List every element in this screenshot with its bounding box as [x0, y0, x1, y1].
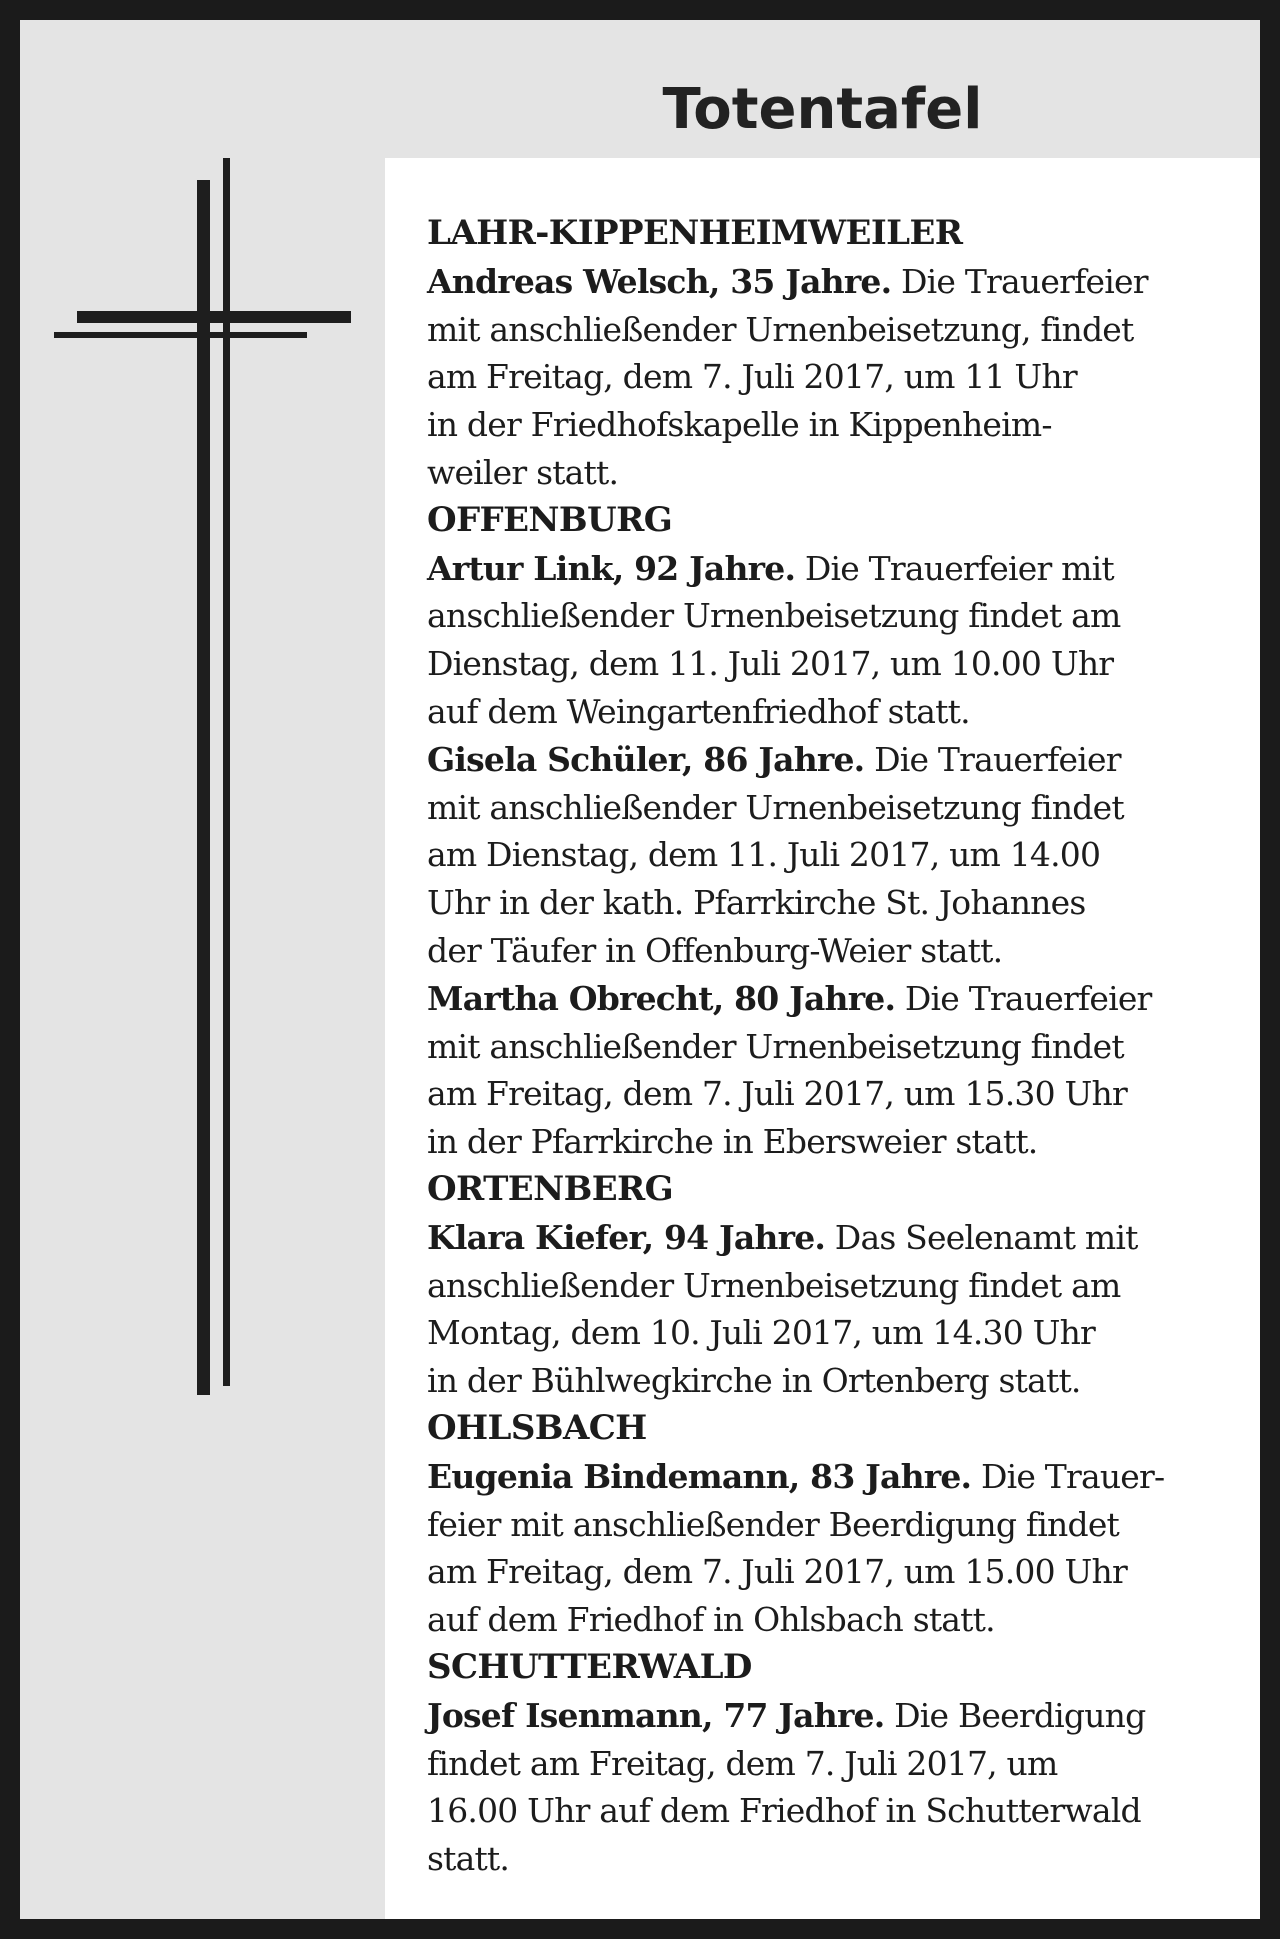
place-heading: OHLSBACH	[427, 1407, 647, 1448]
cross-horizontal-bar-thick	[77, 311, 351, 323]
entry-line: am Dienstag, dem 11. Juli 2017, um 14.00	[427, 835, 1101, 875]
entry-line	[427, 258, 1236, 306]
obituary-entry	[427, 975, 1236, 1166]
entry-line	[427, 1214, 1236, 1262]
entry-line: feier mit anschließender Beerdigung findet	[427, 1504, 1120, 1544]
obituary-entry	[427, 1692, 1236, 1883]
place-heading: SCHUTTERWALD	[427, 1646, 752, 1687]
entry-line: Uhr in der kath. Pfarrkirche St. Johannes	[427, 883, 1086, 923]
obituary-frame	[20, 20, 1260, 1919]
entry-line: auf dem Weingartenfriedhof statt.	[427, 691, 970, 731]
entry-line	[427, 1453, 1236, 1501]
entry-line: Montag, dem 10. Juli 2017, um 14.30 Uhr	[427, 1313, 1096, 1353]
obituary-entry	[427, 545, 1236, 736]
obituary-entry	[427, 736, 1236, 975]
entry-line: 16.00 Uhr auf dem Friedhof in Schutterwald	[427, 1791, 1141, 1831]
place-heading: OFFENBURG	[427, 499, 673, 540]
entry-line: am Freitag, dem 7. Juli 2017, um 15.00 Uhr	[427, 1552, 1127, 1592]
deceased-name: Eugenia Bindemann, 83 Jahre.	[427, 1456, 972, 1496]
entry-line: in der Pfarrkirche in Ebersweier statt.	[427, 1122, 1038, 1162]
entry-line: am Freitag, dem 7. Juli 2017, um 11 Uhr	[427, 357, 1077, 397]
entry-text: Die Trauerfeier	[895, 978, 1152, 1018]
entry-line	[427, 975, 1236, 1023]
entry-line	[427, 736, 1236, 784]
entry-line: Dienstag, dem 11. Juli 2017, um 10.00 Uhr	[427, 644, 1114, 684]
entry-line: findet am Freitag, dem 7. Juli 2017, um	[427, 1743, 1058, 1783]
entry-text: Die Beerdigung	[884, 1695, 1146, 1735]
place-heading: LAHR-KIPPENHEIMWEILER	[427, 213, 963, 253]
entry-line: in der Friedhofskapelle in Kippenheim-	[427, 405, 1052, 445]
place-heading: ORTENBERG	[427, 1168, 674, 1209]
deceased-name: Gisela Schüler, 86 Jahre.	[427, 739, 865, 779]
obituary-entry	[427, 258, 1236, 497]
deceased-name: Klara Kiefer, 94 Jahre.	[427, 1217, 826, 1257]
entry-text: Die Trauer-	[971, 1456, 1165, 1496]
entry-line: der Täufer in Offenburg-Weier statt.	[427, 930, 1003, 970]
entry-line: mit anschließender Urnenbeisetzung, findet	[427, 309, 1134, 349]
entry-line: statt.	[427, 1839, 510, 1879]
page-title: Totentafel	[662, 77, 983, 142]
deceased-name: Artur Link, 92 Jahre.	[427, 548, 796, 588]
deceased-name: Josef Isenmann, 77 Jahre.	[427, 1695, 885, 1735]
entry-text: Das Seelenamt mit	[825, 1217, 1138, 1257]
entry-line: mit anschließender Urnenbeisetzung findet	[427, 1026, 1124, 1066]
entry-line: anschließender Urnenbeisetzung findet am	[427, 596, 1121, 636]
cross-vertical-bar-thin	[223, 158, 230, 1386]
entry-line	[427, 545, 1236, 593]
cross-icon	[20, 20, 360, 1919]
deceased-name: Martha Obrecht, 80 Jahre.	[427, 978, 896, 1018]
entry-text: Die Trauerfeier mit	[795, 548, 1114, 588]
entry-line: am Freitag, dem 7. Juli 2017, um 15.30 Uhr	[427, 1074, 1127, 1114]
entry-text: Die Trauerfeier	[891, 261, 1148, 301]
obituary-entry	[427, 1453, 1236, 1644]
cross-vertical-bar-thick	[197, 180, 210, 1395]
entry-line: mit anschließender Urnenbeisetzung findet	[427, 787, 1124, 827]
obituary-entry	[427, 1214, 1236, 1405]
entry-text: Die Trauerfeier	[864, 739, 1121, 779]
obituary-list	[385, 158, 1260, 1919]
entry-line: in der Bühlwegkirche in Ortenberg statt.	[427, 1361, 1081, 1401]
entry-line: auf dem Friedhof in Ohlsbach statt.	[427, 1600, 995, 1640]
cross-horizontal-bar-thin	[54, 332, 307, 338]
deceased-name: Andreas Welsch, 35 Jahre.	[427, 261, 892, 301]
entry-line	[427, 1692, 1236, 1740]
entry-line: weiler statt.	[427, 452, 619, 492]
entry-line: anschließender Urnenbeisetzung findet am	[427, 1265, 1121, 1305]
